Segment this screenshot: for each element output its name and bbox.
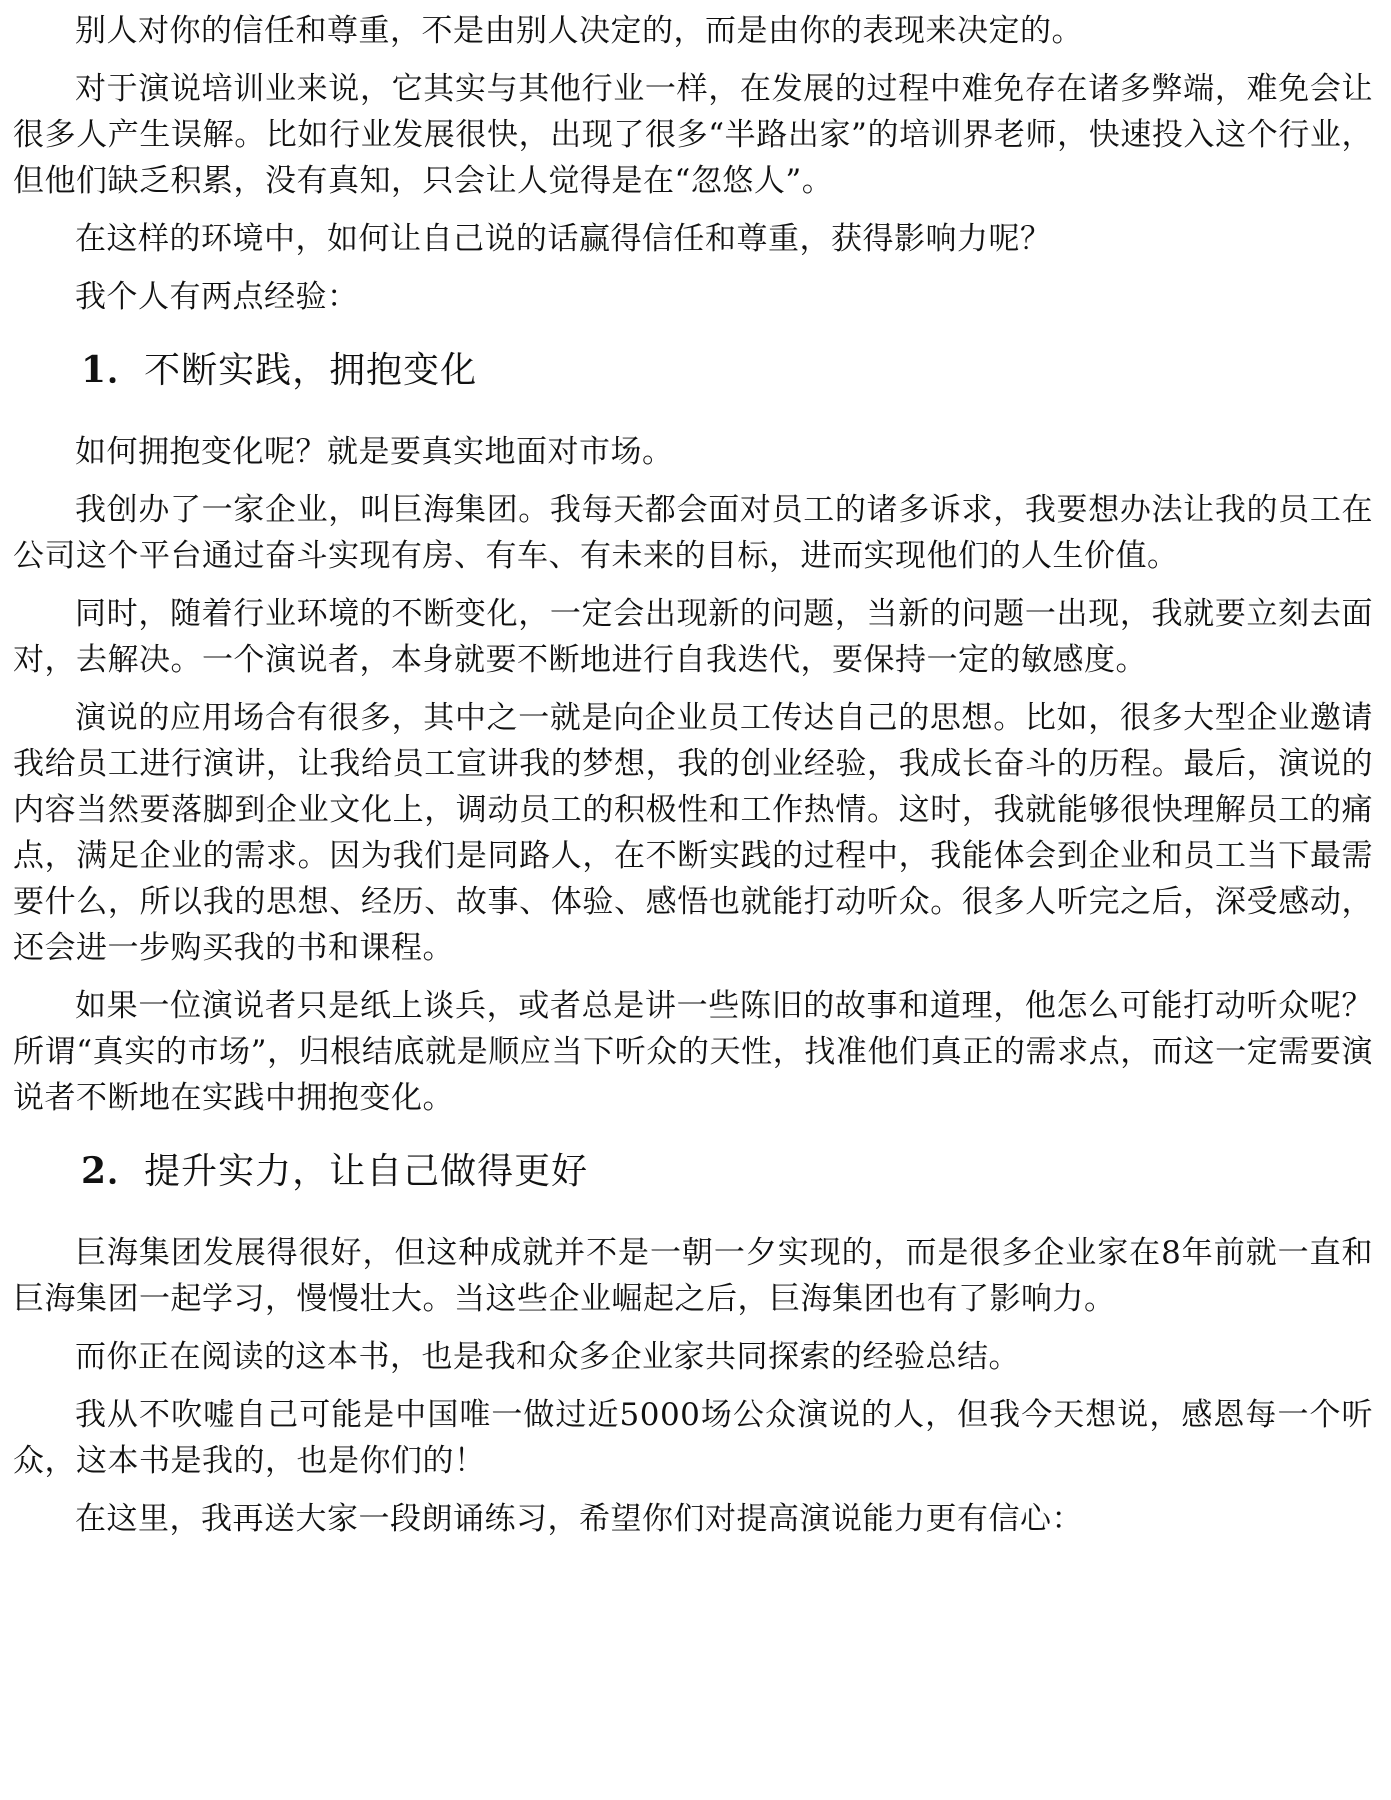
- paragraph-new-problems: 同时，随着行业环境的不断变化，一定会出现新的问题，当新的问题一出现，我就要立刻去面对，去解决。一个演说者，本身就要不断地进行自我迭代，要保持一定的敏感度。: [13, 596, 1373, 678]
- section-heading-1: [13, 346, 1373, 395]
- paragraph-experience-intro: 我个人有两点经验：: [75, 279, 359, 315]
- paragraph-recitation: 在这里，我再送大家一段朗诵练习，希望你们对提高演说能力更有信心：: [75, 1501, 1083, 1537]
- paragraph-embrace-change: 如何拥抱变化呢？就是要真实地面对市场。: [75, 434, 674, 470]
- paragraph-speech-occasions: 演说的应用场合有很多，其中之一就是向企业员工传达自己的思想。比如，很多大型企业邀请我给员工进行演讲，让我给员工宣讲我的梦想，我的创业经验，我成长奋斗的历程。最后，演说的内容当然要落脚到企业文化上，调动员工的积极性和工作热情。这时，我就能够很快理解员工的痛点，满足企业的需求。因为我们是同路人，在不断实践的过程中，我能体会到企业和员工当下最需要什么，所以我的思想、经历、故事、体验、感悟也就能打动听众。很多人听完之后，深受感动，还会进一步购买我的书和课程。: [13, 700, 1373, 966]
- paragraph-gratitude: 我从不吹嘘自己可能是中国唯一做过近5000场公众演说的人，但我今天想说，感恩每一个听众，这本书是我的，也是你们的！: [13, 1397, 1373, 1479]
- paragraph-group-growth: 巨海集团发展得很好，但这种成就并不是一朝一夕实现的，而是很多企业家在8年前就一直和巨海集团一起学习，慢慢壮大。当这些企业崛起之后，巨海集团也有了影响力。: [13, 1235, 1373, 1317]
- paragraph-this-book: 而你正在阅读的这本书，也是我和众多企业家共同探索的经验总结。: [75, 1339, 1020, 1375]
- paragraph-trust: 别人对你的信任和尊重，不是由别人决定的，而是由你的表现来决定的。: [75, 13, 1083, 49]
- paragraph-company: 我创办了一家企业，叫巨海集团。我每天都会面对员工的诸多诉求，我要想办法让我的员工在公司这个平台通过奋斗实现有房、有车、有未来的目标，进而实现他们的人生价值。: [13, 492, 1373, 574]
- section-number-2: 2．: [81, 1150, 145, 1192]
- paragraph-real-market: 如果一位演说者只是纸上谈兵，或者总是讲一些陈旧的故事和道理，他怎么可能打动听众呢？所谓“真实的市场”，归根结底就是顺应当下听众的天性，找准他们真正的需求点，而这一定需要演说者不断地在实践中拥抱变化。: [13, 988, 1373, 1116]
- section-number-1: 1．: [81, 349, 145, 391]
- document-page: [13, 8, 1373, 1554]
- paragraph-industry: 对于演说培训业来说，它其实与其他行业一样，在发展的过程中难免存在诸多弊端，难免会让很多人产生误解。比如行业发展很快，出现了很多“半路出家”的培训界老师，快速投入这个行业，但他们缺乏积累，没有真知，只会让人觉得是在“忽悠人”。: [13, 71, 1373, 199]
- section-title-1: 不断实践，拥抱变化: [144, 350, 478, 391]
- paragraph-question: 在这样的环境中，如何让自己说的话赢得信任和尊重，获得影响力呢？: [75, 221, 1052, 257]
- section-heading-2: [13, 1147, 1373, 1196]
- section-title-2: 提升实力，让自己做得更好: [144, 1151, 589, 1192]
